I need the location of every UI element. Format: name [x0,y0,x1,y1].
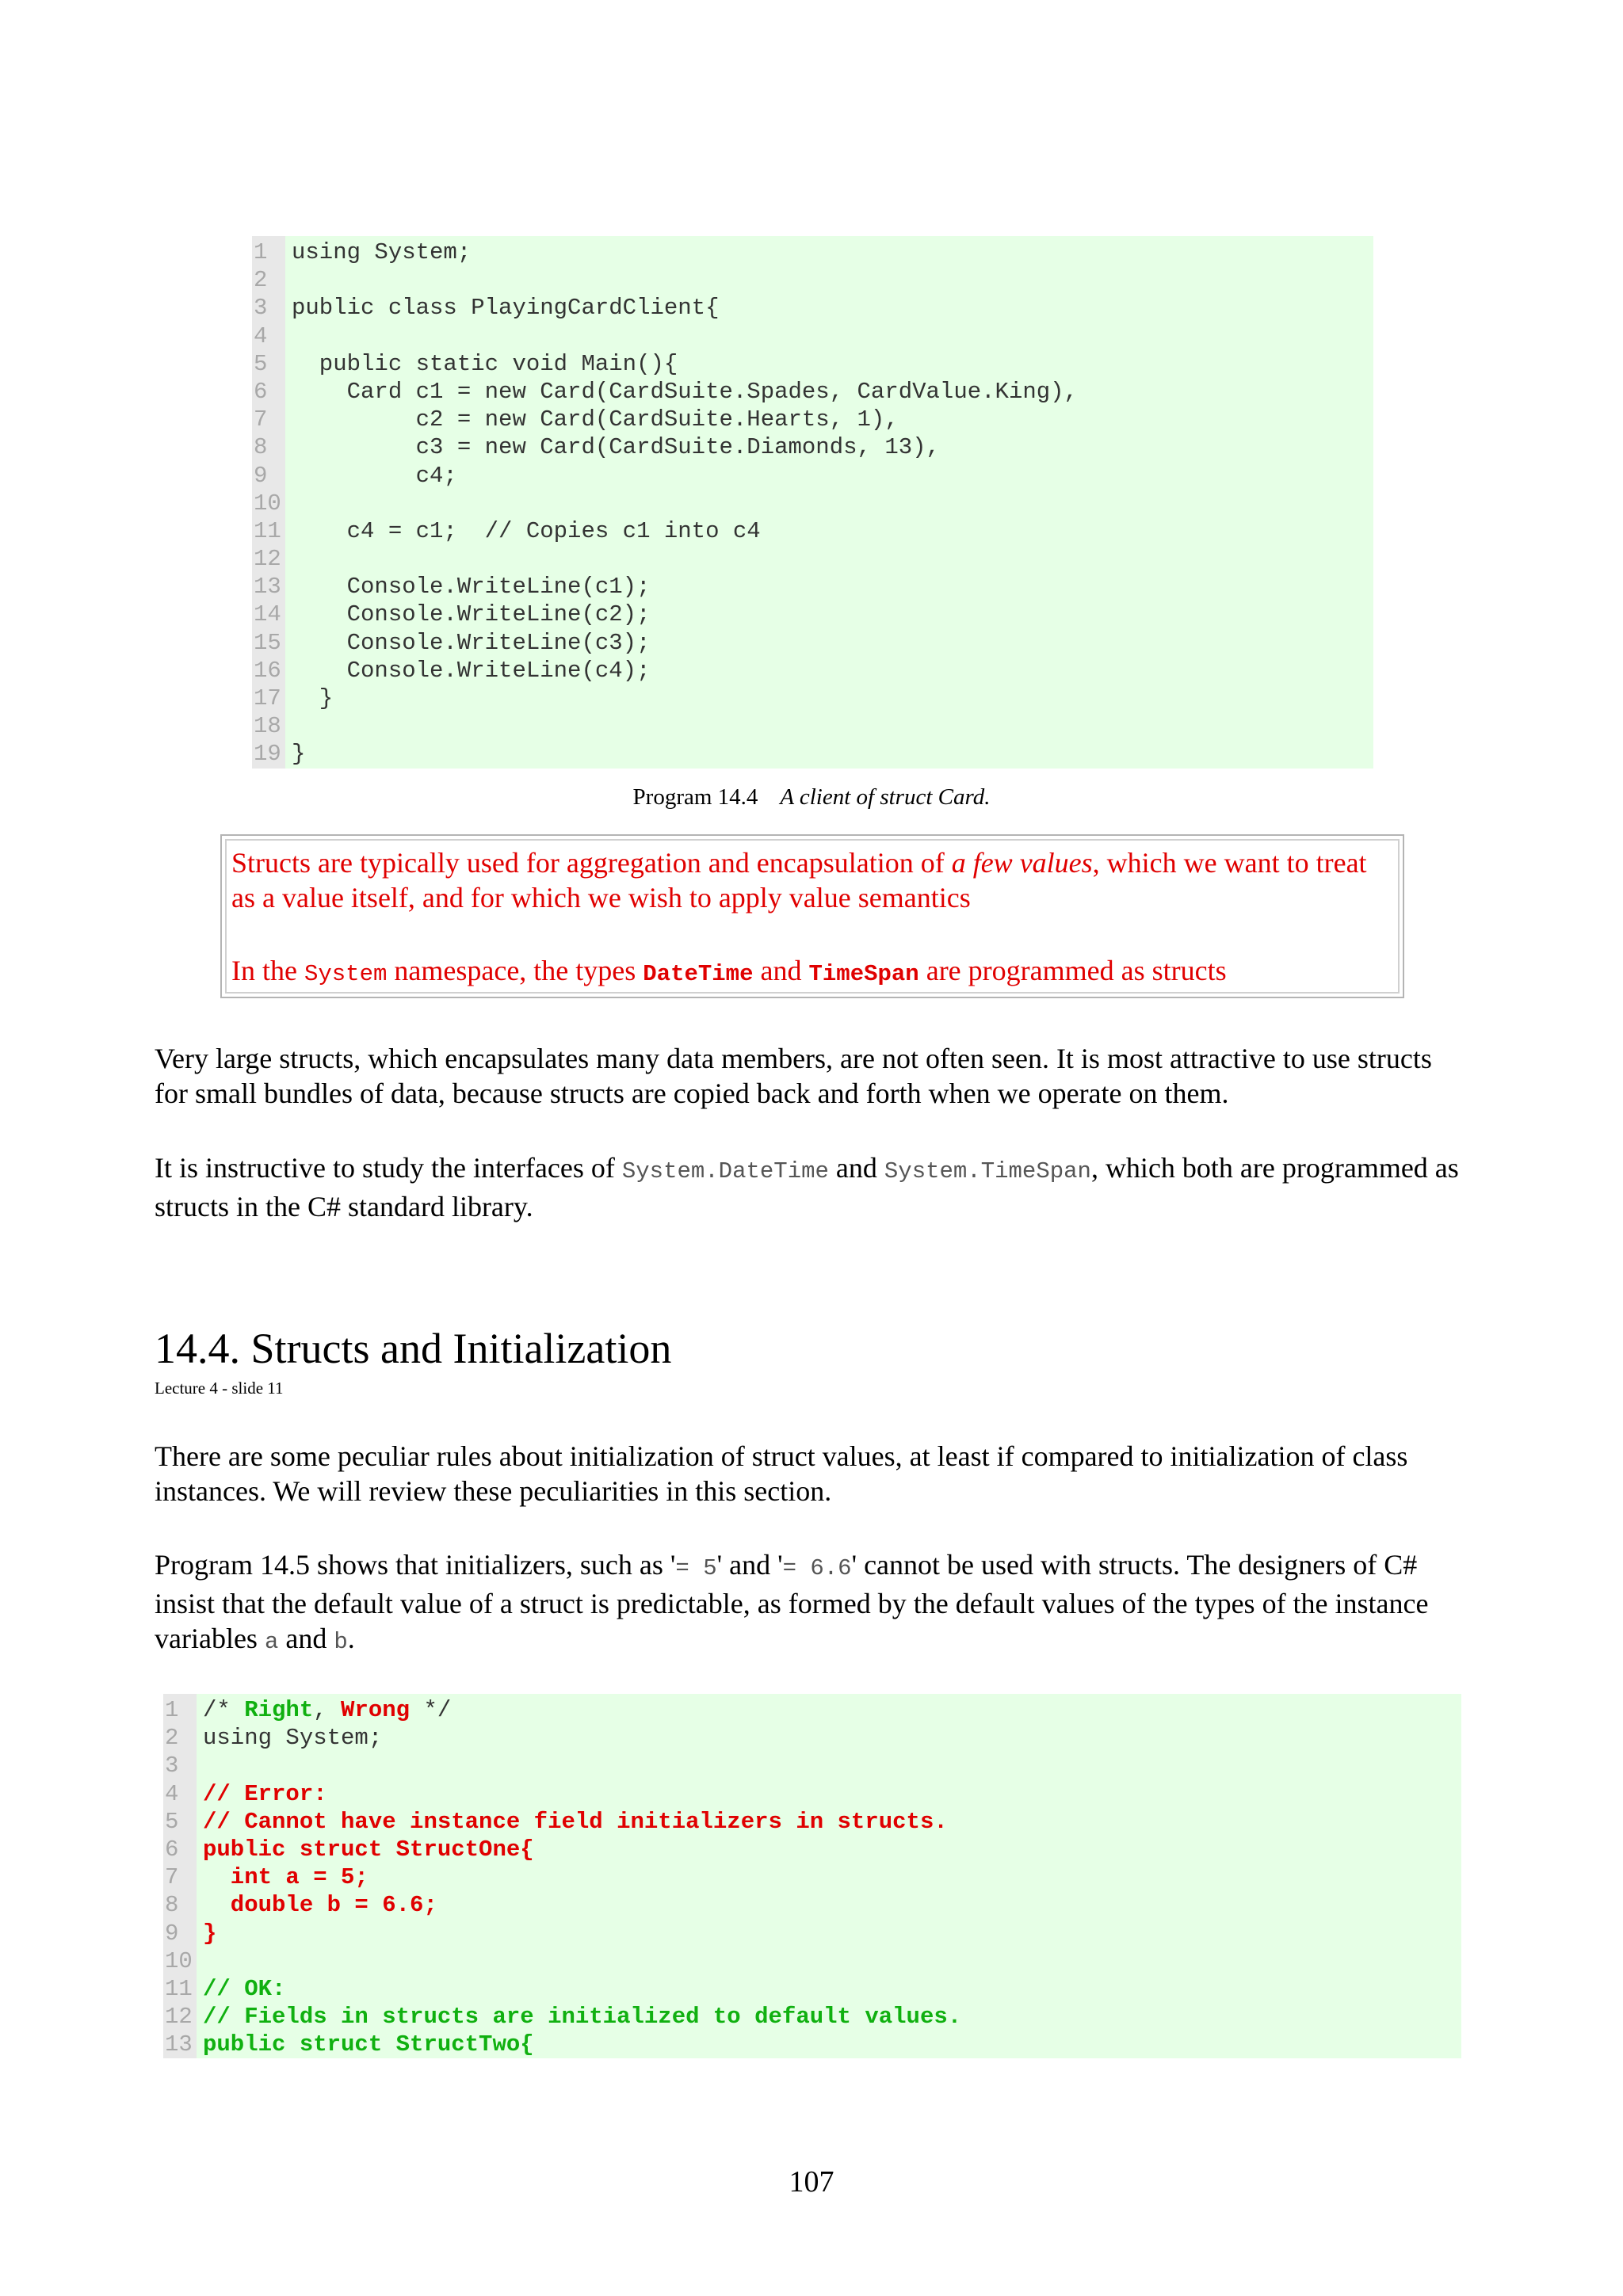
note-box [220,834,1404,998]
line-number: 8 [254,434,268,461]
code-timespan: TimeSpan [808,961,919,987]
line-number: 18 [254,713,281,740]
line-number: 14 [254,601,281,628]
code-line: 1 /* Right, Wrong */ [165,1697,452,1723]
section-subtitle: Lecture 4 - slide 11 [155,1379,284,1398]
code-line [252,629,1373,657]
code-line [252,238,1373,266]
code-text: c2 = new Card(CardSuite.Hearts, 1), [292,406,899,433]
code-line [252,601,1373,628]
code-line [163,1836,1461,1863]
code-line [163,1808,1461,1836]
line-number: 11 [165,1975,193,2002]
code-line [163,1920,1461,1947]
line-number: 6 [254,378,268,405]
code-text: Console.WriteLine(c4); [292,657,651,684]
code-line [163,2003,1461,2031]
code-line [252,517,1373,545]
code-line [252,350,1373,378]
code-line [252,294,1373,322]
paragraph-program-14-5-intro: Program 14.5 shows that initializers, such as '= 5' and '= 6.6' cannot be used with structs. The designers of C# insist that the default value of a struct is predictable, as formed by the default values of the types of the instance variables a and b. [155,1549,1429,1655]
code-text: // Error: [203,1780,327,1807]
line-number: 4 [254,322,268,349]
code-text: public struct StructOne{ [203,1836,534,1863]
code-text: Console.WriteLine(c1); [292,574,651,601]
code-line [252,378,1373,406]
code-text [285,266,292,294]
program-14-4-code [252,236,1373,769]
code-line [252,712,1373,740]
line-number: 5 [165,1808,179,1835]
code-text: Console.WriteLine(c2); [292,601,651,628]
code-text [197,1947,203,1975]
code-line [252,433,1373,461]
line-number: 9 [165,1920,179,1947]
code-line [252,322,1373,350]
code-text: // OK: [203,1975,286,2002]
paragraph-large-structs: Very large structs, which encapsulates many data members, are not often seen. It is most attractive to use structs for small bundles of data, because structs are copied back and forth when we operate on them. [155,1043,1432,1109]
code-line [163,1891,1461,1919]
code-line [163,1975,1461,2003]
line-number: 15 [254,629,281,656]
caption-label: Program 14.4 [632,784,758,810]
code-system: System [304,961,388,987]
line-number: 7 [165,1864,179,1891]
code-text: c3 = new Card(CardSuite.Diamonds, 13), [292,434,940,461]
line-number: 9 [254,462,268,489]
code-text: } [203,1920,217,1947]
code-text: public static void Main(){ [292,350,678,377]
line-number: 1 [254,239,268,265]
section-heading: 14.4. Structs and Initialization [155,1325,672,1372]
line-number: 2 [165,1725,179,1752]
note-paragraph-2: In the System namespace, the types DateTime and TimeSpan are programmed as structs [231,955,1227,987]
code-line [163,1724,1461,1752]
code-text: c4; [292,462,457,489]
line-number: 2 [254,267,268,294]
code-text: // Cannot have instance field initializers in structs. [203,1808,948,1835]
line-number: 13 [165,2031,193,2058]
paragraph-interfaces: It is instructive to study the interfaces of System.DateTime and System.TimeSpan, which both are programmed as structs in the C# standard library. [155,1152,1459,1222]
line-number: 10 [254,490,281,517]
code-line [163,1947,1461,1975]
code-text: public struct StructTwo{ [203,2031,534,2058]
code-line [163,1752,1461,1779]
line-number: 17 [254,685,281,711]
line-number: 16 [254,657,281,684]
code-line [252,740,1373,768]
code-text: c4 = c1; // Copies c1 into c4 [292,517,761,544]
code-text: using System; [203,1725,383,1752]
code-text: public class PlayingCardClient{ [292,295,720,322]
line-number: 3 [254,295,268,322]
line-number: 13 [254,574,281,601]
code-text: int a = 5; [203,1864,369,1891]
line-number: 6 [165,1836,179,1863]
code-text [285,322,292,350]
code-text: double b = 6.6; [203,1892,437,1919]
code-line [252,573,1373,601]
page-number: 107 [789,2165,834,2199]
line-number: 11 [254,517,281,544]
line-number: 12 [254,546,281,573]
caption-title: A client of struct Card. [780,784,991,810]
program-caption [0,784,1623,810]
code-text: Card c1 = new Card(CardSuite.Spades, CardValue.King), [292,378,1078,405]
code-line [163,1863,1461,1891]
code-text [285,490,292,517]
code-line [252,685,1373,712]
line-number: 8 [165,1892,179,1919]
code-line [252,490,1373,517]
code-text [285,545,292,573]
code-text: using System; [292,239,472,265]
code-line [163,2031,1461,2058]
paragraph-peculiar-rules: There are some peculiar rules about initialization of struct values, at least if compared to initialization of class instances. We will review these peculiarities in this section. [155,1440,1408,1507]
code-line [252,657,1373,685]
line-number: 7 [254,406,268,433]
line-number: 19 [254,741,281,768]
code-text: } [292,741,306,768]
line-number: 12 [165,2004,193,2031]
line-number: 10 [165,1947,193,1974]
note-paragraph-1: Structs are typically used for aggregation and encapsulation of a few values, which we want to treat as a value itself, and for which we wish to apply value semantics [231,847,1367,913]
code-line [163,1780,1461,1808]
code-line [252,266,1373,294]
code-datetime: DateTime [643,961,754,987]
line-number: 3 [165,1753,179,1779]
code-line [252,545,1373,573]
program-14-5-code [163,1694,1461,2058]
code-text [285,712,292,740]
code-text: } [292,685,334,711]
code-text [197,1752,203,1779]
code-text: // Fields in structs are initialized to default values. [203,2004,962,2031]
code-line [252,462,1373,490]
line-number: 4 [165,1780,179,1807]
line-number: 5 [254,350,268,377]
code-text: Console.WriteLine(c3); [292,629,651,656]
code-line [252,406,1373,433]
